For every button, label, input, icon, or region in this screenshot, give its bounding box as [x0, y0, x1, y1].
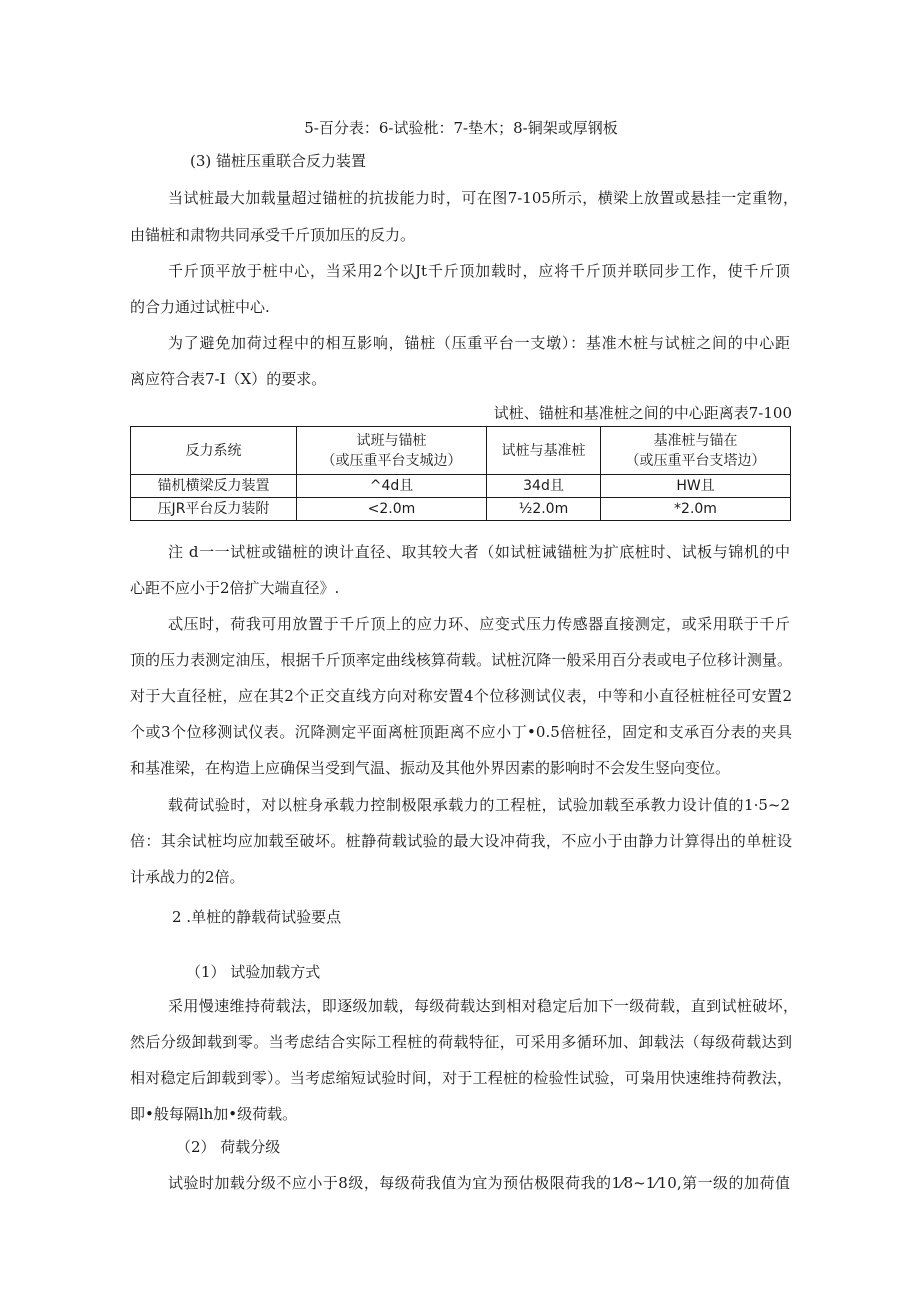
section-heading: 2 .单桩的静载荷试验要点	[172, 908, 342, 926]
paragraph-line: 和基准梁，在构造上应确保当受到气温、振动及其他外界因素的影响时不会发生竖向变位。	[130, 759, 731, 777]
paragraph-line: 试验时加载分级不应小于8级，每级荷我值为宜为预估极限荷我的1⁄8~1⁄10,第一级的加荷值	[168, 1174, 790, 1192]
table-header-cell: 反力系统	[131, 427, 297, 475]
paragraph-line: 即•般每隔lh加•级荷载。	[130, 1105, 298, 1123]
paragraph-line: 个或3个位移测试仪表。沉降测定平面离桩顶距离不应小丁•0.5倍桩径，固定和支承百分表的夹具	[130, 723, 792, 741]
paragraph-line: 采用慢速维持荷载法，即逐级加载，每级荷载达到相对稳定后加下一级荷载，直到试桩破坏，	[168, 997, 798, 1015]
paragraph-line: 载荷试验时，对以桩身承载力控制极限承载力的工程桩，试验加载至承教力设计值的1·5~2	[168, 796, 790, 814]
header-line: （或压重平台支城边）	[321, 452, 462, 469]
table-header-cell: 试桩与基准桩	[487, 427, 601, 475]
header-line: 基准桩与锚在	[653, 432, 738, 449]
paragraph-line: 顶的压力表测定油压，根据千斤顶率定曲线核算荷载。试桩沉降一般采用百分表或电子位移计测量。	[130, 651, 792, 669]
header-line: （或压重平台支塔边）	[625, 452, 766, 469]
table-cell: 锚机横梁反力装置	[131, 475, 297, 498]
paragraph-line: 千斤顶平放于桩中心，当采用2个以Jt千斤顶加载时，应将千斤顶并联同步工作，使千斤顶	[168, 262, 790, 280]
paragraph-line: 倍：其余试桩均应加载至破坏。桩静荷载试验的最大设冲荷我，不应小于由静力计算得出的单桩设	[130, 832, 792, 850]
table-cell: ^4d且	[297, 475, 487, 498]
header-line: 试班与锚桩	[356, 432, 427, 449]
table-cell: 34d且	[487, 475, 601, 498]
table-cell: ⅟₂2.0m	[487, 498, 601, 521]
table-header-row	[131, 427, 791, 475]
figure-legend: 5-百分表：6-试验枇：7-垫木；8-铜架或厚钢板	[304, 119, 618, 137]
table-cell: *2.0m	[601, 498, 791, 521]
subsection-heading: （1） 试验加载方式	[186, 963, 321, 981]
table-caption: 试桩、锚桩和基准桩之间的中心距离表7-100	[493, 404, 792, 422]
paragraph-line: 然后分级卸载到零。当考虑结合实际工程桩的荷载特征，可采用多循环加、卸载法（每级荷载达到	[130, 1033, 792, 1051]
table-note: 注 d一一试桩或锚桩的谀计直径、取其较大者（如试桩诫锚桩为扩底桩时、试板与锦机的中	[168, 543, 790, 561]
table-header-cell	[601, 427, 791, 475]
paragraph-line: 的合力通过试桩中心.	[130, 298, 270, 316]
paragraph-line: 由锚桩和肃物共同承受千斤顶加压的反力。	[130, 226, 416, 244]
paragraph-line: 忒压时，荷我可用放置于千斤顶上的应力环、应变式压力传感器直接测定，或采用联于千斤	[168, 615, 790, 633]
subsection-heading: （2） 荷载分级	[176, 1138, 281, 1156]
paragraph-line: 计承战力的2倍。	[130, 868, 245, 886]
subsection-heading: (3) 锚桩压重联合反力装置	[190, 152, 367, 170]
table-cell: HW且	[601, 475, 791, 498]
paragraph-line: 离应符合表7-I（X）的要求。	[130, 370, 327, 388]
paragraph-line: 当试桩最大加载量超过锚桩的抗拔能力时，可在图7-105所示，横梁上放置或悬挂一定重物，	[168, 189, 798, 207]
table-header-cell	[297, 427, 487, 475]
paragraph-line: 为了避免加荷过程中的相互影响，锚桩（压重平台一支墩）：基准木桩与试桩之间的中心距	[168, 334, 790, 352]
paragraph-line: 相对稳定后卸载到零）。当考虑缩短试验时间，对于工程桩的检验性试验，可枭用快速维持荷教法，	[130, 1069, 792, 1087]
table-cell: 压JR平台反力装附	[131, 498, 297, 521]
table-row	[131, 475, 791, 498]
table-note: 心距不应小于2倍扩大端直径》.	[130, 579, 340, 597]
table-cell: <2.0m	[297, 498, 487, 521]
distance-table	[130, 426, 791, 521]
paragraph-line: 对于大直径桩，应在其2个正交直线方向对称安置4个位移测试仪表，中等和小直径桩桩径可安置2	[130, 687, 792, 705]
table-row	[131, 498, 791, 521]
